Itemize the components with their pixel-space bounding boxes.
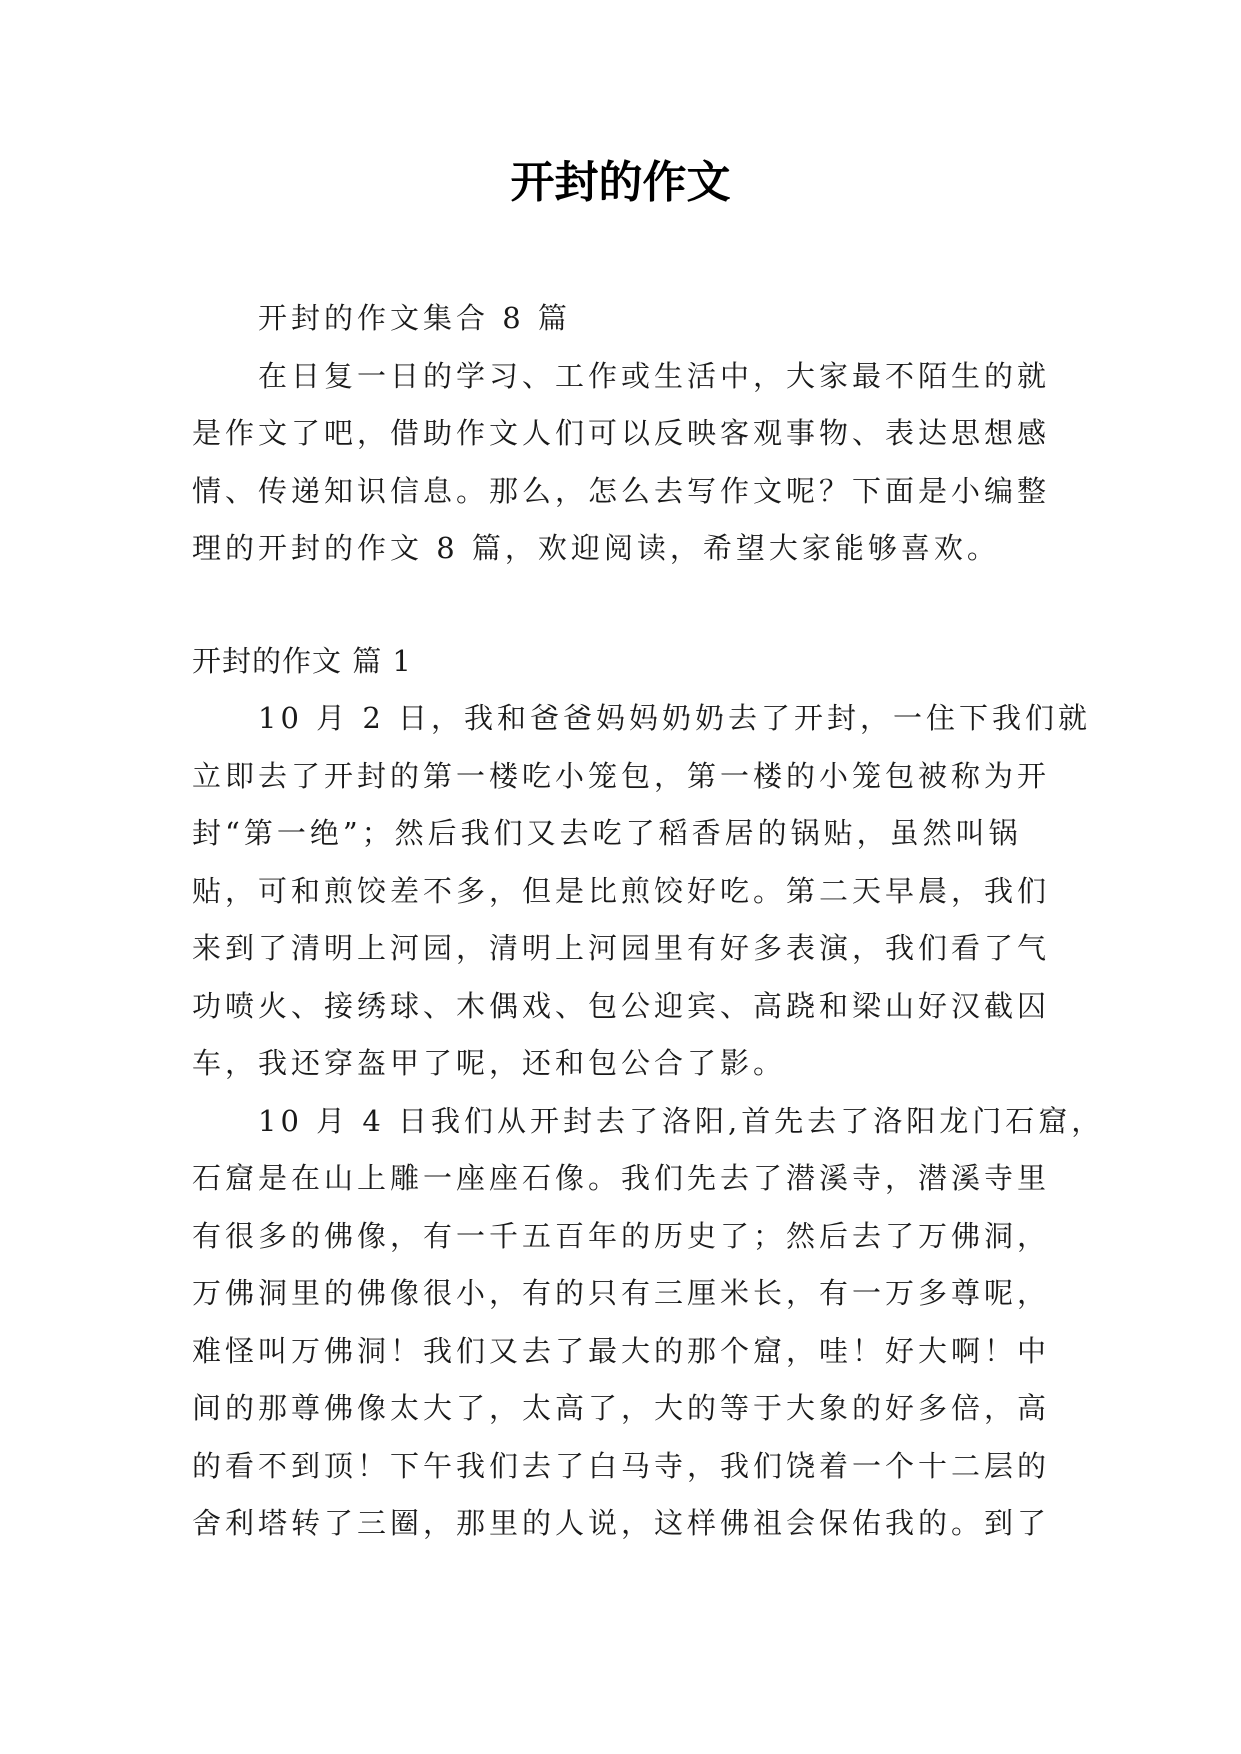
intro-paragraph: [192, 348, 1054, 578]
intro-line: 情、传递知识信息。那么，怎么去写作文呢？下面是小编整: [192, 473, 1051, 508]
paragraph-line: 功喷火、接绣球、木偶戏、包公迎宾、高跷和梁山好汉截囚: [192, 988, 1051, 1023]
paragraph-line: 贴，可和煎饺差不多，但是比煎饺好吃。第二天早晨，我们: [192, 873, 1051, 908]
document-body: [192, 290, 1105, 1553]
intro-line: 在日复一日的学习、工作或生活中，大家最不陌生的就: [258, 358, 1051, 393]
paragraph-line: 10 月 2 日，我和爸爸妈妈奶奶去了开封，一住下我们就: [258, 701, 1092, 735]
paragraph-line: 10 月 4 日我们从开封去了洛阳,首先去了洛阳龙门石窟，: [258, 1103, 1105, 1138]
intro-line: 理的开封的作文 8 篇，欢迎阅读，希望大家能够喜欢。: [192, 531, 1000, 565]
section1-paragraph-2: [192, 1093, 1105, 1553]
paragraph-line: 间的那尊佛像太大了，太高了，大的等于大象的好多倍，高: [192, 1391, 1051, 1425]
section-heading: 开封的作文 篇 1: [192, 643, 412, 678]
intro-line: 是作文了吧，借助作文人们可以反映客观事物、表达思想感: [192, 416, 1051, 450]
section1-paragraph-1: [192, 690, 1092, 1093]
document-title: 开封的作文: [510, 157, 731, 208]
paragraph-line: 来到了清明上河园，清明上河园里有好多表演，我们看了气: [192, 931, 1051, 965]
paragraph-line: 封“第一绝”；然后我们又去吃了稻香居的锅贴，虽然叫锅: [192, 816, 1022, 850]
paragraph-line: 难怪叫万佛洞！我们又去了最大的那个窟，哇！好大啊！中: [192, 1333, 1051, 1368]
section-gap: [192, 578, 1054, 633]
paragraph-line: 石窟是在山上雕一座座石像。我们先去了潜溪寺，潜溪寺里: [192, 1161, 1051, 1195]
paragraph-line: 万佛洞里的佛像很小，有的只有三厘米长，有一万多尊呢，: [192, 1276, 1051, 1310]
paragraph-line: 的看不到顶！下午我们去了白马寺，我们饶着一个十二层的: [192, 1448, 1051, 1483]
paragraph-line: 有很多的佛像，有一千五百年的历史了；然后去了万佛洞，: [192, 1218, 1051, 1253]
paragraph-line: 立即去了开封的第一楼吃小笼包，第一楼的小笼包被称为开: [192, 758, 1051, 793]
collection-line: 开封的作文集合 8 篇: [258, 301, 571, 335]
paragraph-line: 舍利塔转了三圈，那里的人说，这样佛祖会保佑我的。到了: [192, 1506, 1051, 1540]
paragraph-line: 车，我还穿盔甲了呢，还和包公合了影。: [192, 1046, 787, 1080]
